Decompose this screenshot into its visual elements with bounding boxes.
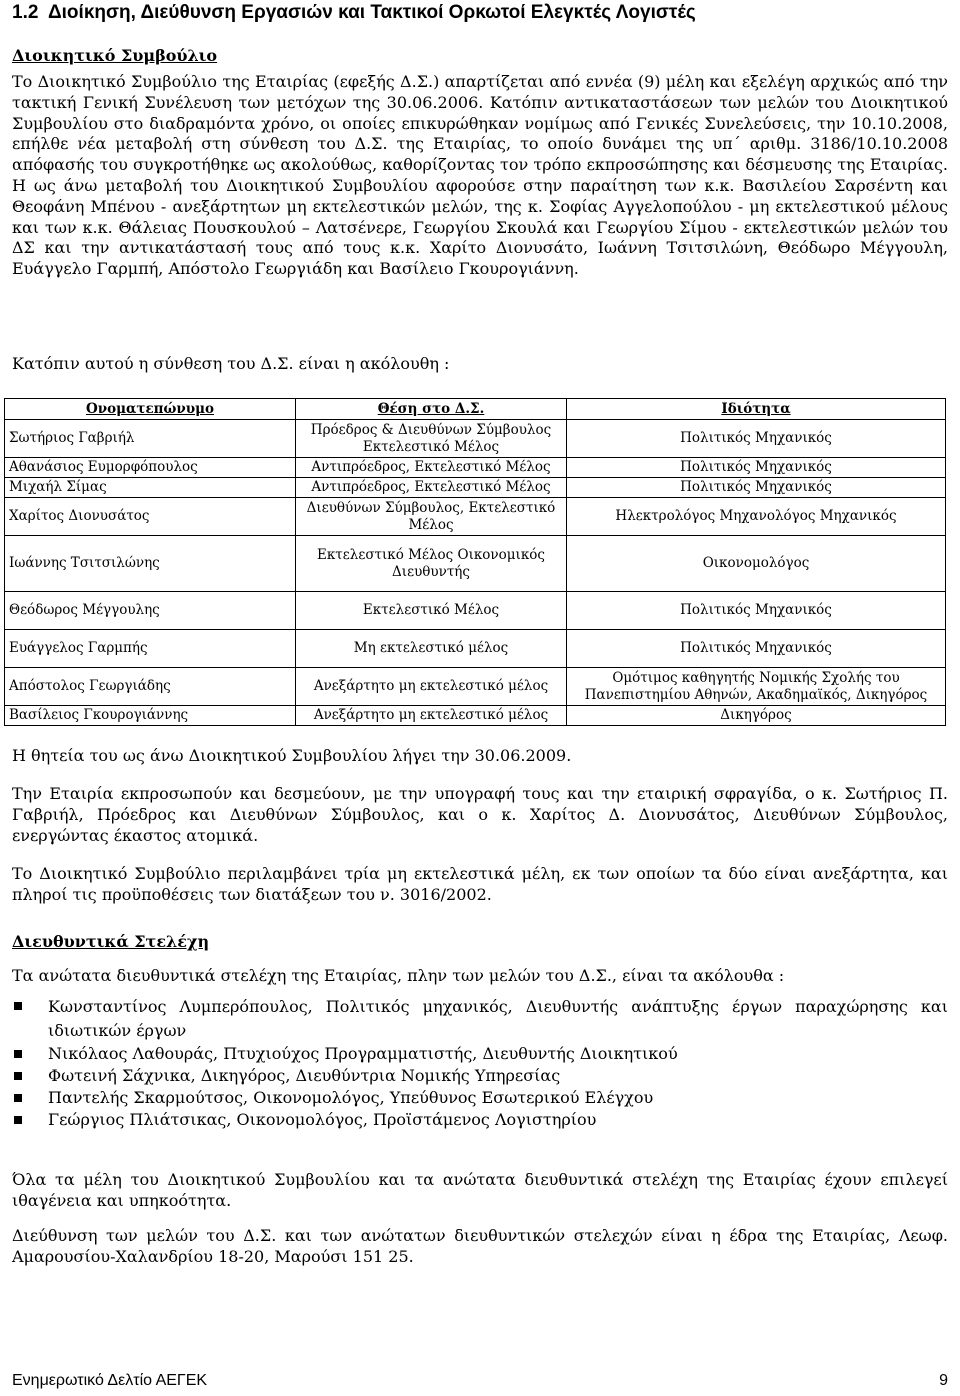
member-name: Απόστολος Γεωργιάδης [5, 668, 296, 706]
table-row [5, 498, 946, 536]
table-row [5, 592, 946, 630]
executives-intro: Τα ανώτατα διευθυντικά στελέχη της Εταιρίας, πλην των μελών του Δ.Σ., είναι τα ακόλουθα : [12, 966, 785, 985]
list-item [12, 1087, 948, 1109]
member-name: Ιωάννης Τσιτσιλώνης [5, 536, 296, 592]
section-number: 1.2 [12, 2, 39, 23]
executive-text: Παντελής Σκαρμούτσος, Οικονομολόγος, Υπεύθυνος Εσωτερικού Ελέγχου [48, 1088, 654, 1107]
member-profession: Ηλεκτρολόγος Μηχανολόγος Μηχανικός [567, 498, 946, 536]
member-position: Εκτελεστικό Μέλος Οικονομικός Διευθυντής [296, 536, 567, 592]
address-text: Διεύθυνση των μελών του Δ.Σ. και των ανώτατων διευθυντικών στελεχών είναι η έδρα της Εταιρίας, Λεωφ. Αμαρουσίου-Χαλανδρίου 18-20, Μαρούσι 151 25. [12, 1226, 948, 1266]
header-position: Θέση στο Δ.Σ. [296, 399, 567, 420]
representation-text: Την Εταιρία εκπροσωπούν και δεσμεύουν, με την υπογραφή τους και την εταιρική σφραγίδα, ο κ. Σωτήριος Π. Γαβριήλ, Πρόεδρος και Διευθύνων Σύμβουλος, και ο κ. Χαρίτος Δ. Διονυσάτος, Διευθύνων Σύμβουλος, ενεργώντας έκαστος ατομικά. [12, 784, 948, 845]
table-header-row [5, 399, 946, 420]
member-position: Μη εκτελεστικό μέλος [296, 630, 567, 668]
table-row [5, 630, 946, 668]
member-profession: Δικηγόρος [567, 706, 946, 726]
member-profession: Πολιτικός Μηχανικός [567, 420, 946, 458]
square-bullet-icon [14, 1072, 22, 1080]
composition-text: Το Διοικητικό Συμβούλιο περιλαμβάνει τρία μη εκτελεστικά μέλη, εκ των οποίων τα δύο είναι ανεξάρτητα, και πληροί τις προϋποθέσεις των διατάξεων του ν. 3016/2002. [12, 864, 948, 904]
member-position: Αντιπρόεδρος, Εκτελεστικό Μέλος [296, 478, 567, 498]
board-members-table [4, 398, 946, 726]
header-name: Ονοματεπώνυμο [5, 399, 296, 420]
list-item [12, 1043, 948, 1065]
table-row [5, 536, 946, 592]
table-row [5, 668, 946, 706]
member-profession: Πολιτικός Μηχανικός [567, 478, 946, 498]
member-profession: Πολιτικός Μηχανικός [567, 592, 946, 630]
member-position: Πρόεδρος & Διευθύνων Σύμβουλος Εκτελεστικό Μέλος [296, 420, 567, 458]
list-item [12, 1065, 948, 1087]
board-paragraph: Το Διοικητικό Συμβούλιο της Εταιρίας (εφεξής Δ.Σ.) απαρτίζεται από εννέα (9) μέλη και εξελέγη αρχικώς από την τακτική Γενική Συνέλευση των μετόχων της 30.06.2006. Κατόπιν αντικαταστάσεων των μελών του Διοικητικού Συμβουλίου στο διαδραμόντα χρόνο, οι οποίες επικυρώθηκαν νομίμως από Γενικές Συνελεύσεις, την 10.10.2008, επήλθε νέα μεταβολή στη σύνθεση του Δ.Σ. της Εταιρίας, το οποίο δυνάμει της υπ΄ αριθμ. 3186/10.10.2008 απόφασής του συγκροτήθηκε ως ακολούθως, καθορίζοντας τον τρόπο εκπροσώπησης και δέσμευσης της Εταιρίας. Η ως άνω μεταβολή του Διοικητικού Συμβουλίου αφορούσε στην παραίτηση των κ.κ. Βασιλείου Σαρσέντη και Θεοφάνη Μπένου - ανεξάρτητων μη εκτελεστικών μελών, της κ. Σοφίας Αγγελοπούλου - μη εκτελεστικού μέλους και των κ.κ. Θάλειας Πουσκουλού – Λατσένερε, Γεωργίου Σκουλά και Γεωργίου Σίμου - εκτελεστικών μελών του ΔΣ και την αντικατάστασή τους από τους κ.κ. Χαρίτο Διονυσάτο, Ιωάννη Τσιτσιλώνη, Θεόδωρο Μέγγουλη, Ευάγγελο Γαρμπή, Απόστολο Γεωργιάδη και Βασίλειο Γκουρογιάννη. [12, 72, 948, 279]
executive-text: Νικόλαος Λαθουράς, Πτυχιούχος Προγραμματιστής, Διευθυντής Διοικητικού [48, 1044, 678, 1063]
table-row [5, 478, 946, 498]
executive-text: Γεώργιος Πλιάτσικας, Οικονομολόγος, Προϊστάμενος Λογιστηρίου [48, 1110, 597, 1129]
executives-list [12, 995, 948, 1131]
member-position: Εκτελεστικό Μέλος [296, 592, 567, 630]
member-name: Ευάγγελος Γαρμπής [5, 630, 296, 668]
member-position: Ανεξάρτητο μη εκτελεστικό μέλος [296, 668, 567, 706]
executive-text: Φωτεινή Σάχνικα, Δικηγόρος, Διευθύντρια Νομικής Υπηρεσίας [48, 1066, 561, 1085]
executives-heading: Διευθυντικά Στελέχη [12, 932, 210, 951]
member-position: Ανεξάρτητο μη εκτελεστικό μέλος [296, 706, 567, 726]
footer-publication: Ενημερωτικό Δελτίο ΑΕΓΕΚ [12, 1372, 208, 1389]
member-position: Διευθύνων Σύμβουλος, Εκτελεστικό Μέλος [296, 498, 567, 536]
member-name: Μιχαήλ Σίμας [5, 478, 296, 498]
member-name: Σωτήριος Γαβριήλ [5, 420, 296, 458]
square-bullet-icon [14, 1050, 22, 1058]
square-bullet-icon [14, 1002, 22, 1010]
board-heading: Διοικητικό Συμβούλιο [12, 46, 218, 65]
table-row [5, 420, 946, 458]
section-heading [12, 2, 696, 24]
square-bullet-icon [14, 1116, 22, 1124]
header-profession: Ιδιότητα [567, 399, 946, 420]
table-row [5, 706, 946, 726]
table-row [5, 458, 946, 478]
section-title: Διοίκηση, Διεύθυνση Εργασιών και Τακτικοί Ορκωτοί Ελεγκτές Λογιστές [48, 2, 696, 23]
executive-text: Κωνσταντίνος Λυμπερόπουλος, Πολιτικός μηχανικός, Διευθυντής ανάπτυξης έργων παραχώρησης και ιδιωτικών έργων [48, 997, 948, 1040]
member-name: Αθανάσιος Ευμορφόπουλος [5, 458, 296, 478]
member-profession: Οικονομολόγος [567, 536, 946, 592]
member-name: Χαρίτος Διονυσάτος [5, 498, 296, 536]
square-bullet-icon [14, 1094, 22, 1102]
member-profession: Ομότιμος καθηγητής Νομικής Σχολής του Πανεπιστημίου Αθηνών, Ακαδημαϊκός, Δικηγόρος [567, 668, 946, 706]
member-position: Αντιπρόεδρος, Εκτελεστικό Μέλος [296, 458, 567, 478]
page-number: 9 [939, 1372, 948, 1389]
member-profession: Πολιτικός Μηχανικός [567, 630, 946, 668]
member-profession: Πολιτικός Μηχανικός [567, 458, 946, 478]
member-name: Θεόδωρος Μέγγουλης [5, 592, 296, 630]
list-item [12, 1109, 948, 1131]
member-name: Βασίλειος Γκουρογιάννης [5, 706, 296, 726]
composition-intro: Κατόπιν αυτού η σύνθεση του Δ.Σ. είναι η ακόλουθη : [12, 354, 450, 373]
list-item [12, 995, 948, 1043]
term-text: Η θητεία του ως άνω Διοικητικού Συμβουλίου λήγει την 30.06.2009. [12, 746, 572, 765]
conduct-text: Όλα τα μέλη του Διοικητικού Συμβουλίου και τα ανώτατα διευθυντικά στελέχη της Εταιρίας έχουν επιλεγεί ιθαγένεια και υπηκοότητα. [12, 1170, 948, 1210]
